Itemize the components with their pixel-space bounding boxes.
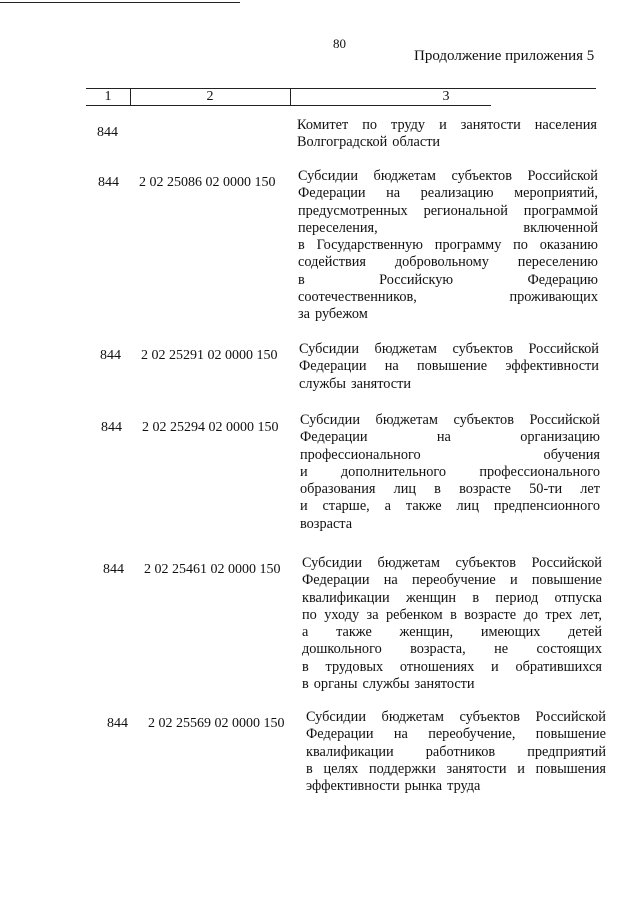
description-line: содействия добровольному переселению bbox=[298, 254, 598, 271]
header-divider-1 bbox=[130, 88, 131, 106]
description-line: в органы службы занятости bbox=[302, 676, 475, 693]
row-1-description bbox=[297, 117, 597, 152]
row-4-gbk-code: 2 02 25294 02 0000 150 bbox=[142, 420, 279, 435]
description-line: в Российскую Федерацию bbox=[298, 271, 598, 288]
description-line: Федерации на повышение эффективности bbox=[299, 358, 599, 375]
header-col-1: 1 bbox=[104, 89, 112, 104]
description-line: а также женщин, имеющих детей bbox=[302, 624, 602, 641]
description-line: переселения, включенной bbox=[298, 219, 598, 236]
row-5-gbk-code: 2 02 25461 02 0000 150 bbox=[144, 562, 281, 577]
appendix-continuation-note: Продолжение приложения 5 bbox=[414, 48, 595, 64]
header-top-rule bbox=[86, 88, 596, 89]
description-line: дошкольного возраста, не состоящих bbox=[302, 641, 602, 658]
description-line: квалификации женщин в период отпуска bbox=[302, 589, 602, 606]
row-1-code: 844 bbox=[97, 125, 118, 140]
description-line: Федерации на переобучение, повышение bbox=[306, 726, 606, 743]
description-line: предусмотренных региональной программой bbox=[298, 202, 598, 219]
row-2-gbk-code: 2 02 25086 02 0000 150 bbox=[139, 175, 276, 190]
row-4-description bbox=[300, 412, 600, 533]
description-line: за рубежом bbox=[298, 306, 368, 323]
description-line: в Государственную программу по оказанию bbox=[298, 237, 598, 254]
top-rule bbox=[0, 2, 240, 3]
table-header bbox=[86, 88, 596, 106]
row-3-gbk-code: 2 02 25291 02 0000 150 bbox=[141, 348, 278, 363]
header-col-3: 3 bbox=[442, 89, 450, 104]
description-line: Волгоградской области bbox=[297, 134, 441, 151]
row-6-description bbox=[306, 709, 606, 795]
description-line: Субсидии бюджетам субъектов Российской bbox=[298, 168, 598, 184]
description-line: Субсидии бюджетам субъектов Российской bbox=[306, 709, 606, 725]
row-3-code: 844 bbox=[100, 348, 121, 363]
row-2-description bbox=[298, 168, 598, 324]
description-line: и дополнительного профессионального bbox=[300, 463, 600, 480]
description-line: профессионального обучения bbox=[300, 446, 600, 463]
row-2-code: 844 bbox=[98, 175, 119, 190]
description-line: и старше, а также лиц предпенсионного bbox=[300, 498, 600, 515]
description-line: службы занятости bbox=[299, 375, 412, 392]
description-line: Субсидии бюджетам субъектов Российской bbox=[300, 412, 600, 428]
description-line: Федерации на организацию bbox=[300, 429, 600, 446]
header-col-2: 2 bbox=[206, 89, 214, 104]
header-bottom-rule bbox=[86, 105, 491, 106]
row-5-code: 844 bbox=[103, 562, 124, 577]
row-4-code: 844 bbox=[101, 420, 122, 435]
row-5-description bbox=[302, 555, 602, 693]
page-number: 80 bbox=[333, 36, 346, 51]
description-line: Субсидии бюджетам субъектов Российской bbox=[302, 555, 602, 571]
header-divider-2 bbox=[290, 88, 291, 106]
description-line: в трудовых отношениях и обратившихся bbox=[302, 658, 602, 675]
description-line: Субсидии бюджетам субъектов Российской bbox=[299, 341, 599, 357]
row-3-description bbox=[299, 341, 599, 393]
description-line: соотечественников, проживающих bbox=[298, 289, 598, 306]
row-6-code: 844 bbox=[107, 716, 128, 731]
description-line: Федерации на реализацию мероприятий, bbox=[298, 185, 598, 202]
description-line: Комитет по труду и занятости населения bbox=[297, 117, 597, 133]
row-6-gbk-code: 2 02 25569 02 0000 150 bbox=[148, 716, 285, 731]
description-line: возраста bbox=[300, 515, 353, 532]
description-line: образования лиц в возрасте 50-ти лет bbox=[300, 481, 600, 498]
description-line: квалификации работников предприятий bbox=[306, 743, 606, 760]
description-line: эффективности рынка труда bbox=[306, 778, 481, 795]
description-line: по уходу за ребенком в возрасте до трех лет, bbox=[302, 606, 602, 623]
description-line: в целях поддержки занятости и повышения bbox=[306, 760, 606, 777]
description-line: Федерации на переобучение и повышение bbox=[302, 572, 602, 589]
